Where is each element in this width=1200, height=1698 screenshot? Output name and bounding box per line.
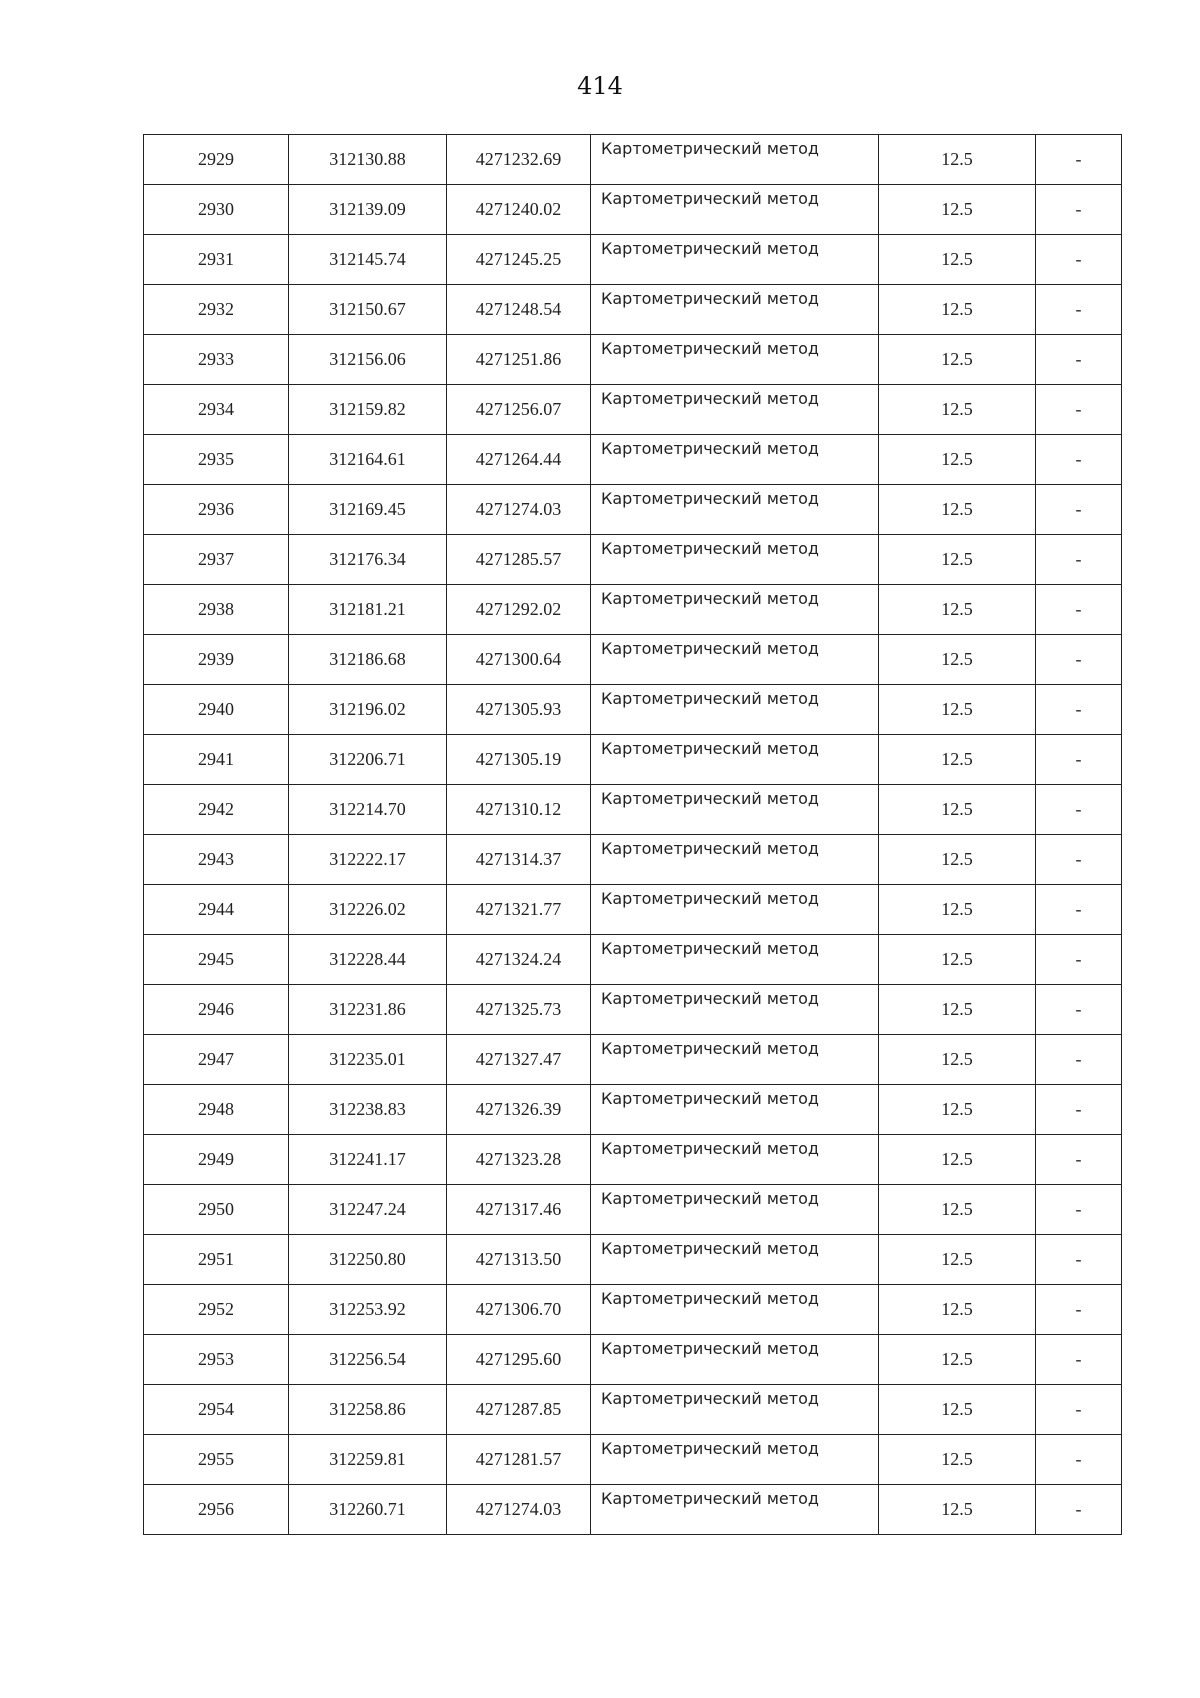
- table-row: [144, 435, 1122, 485]
- y-coordinate-cell: 4271323.28: [447, 1135, 591, 1185]
- y-coordinate-cell: 4271245.25: [447, 235, 591, 285]
- method-cell: Картометрический метод: [591, 135, 879, 185]
- x-coordinate-cell: 312260.71: [289, 1485, 447, 1535]
- table-row: [144, 535, 1122, 585]
- method-cell: Картометрический метод: [591, 1185, 879, 1235]
- table-row: [144, 585, 1122, 635]
- table-row: [144, 385, 1122, 435]
- x-coordinate-cell: 312164.61: [289, 435, 447, 485]
- point-number-cell: 2954: [144, 1385, 289, 1435]
- note-cell: -: [1036, 535, 1122, 585]
- method-cell: Картометрический метод: [591, 1485, 879, 1535]
- method-cell: Картометрический метод: [591, 1385, 879, 1435]
- point-number-cell: 2931: [144, 235, 289, 285]
- point-number-cell: 2949: [144, 1135, 289, 1185]
- table-row: [144, 1285, 1122, 1335]
- table-row: [144, 1035, 1122, 1085]
- table-row: [144, 235, 1122, 285]
- note-cell: -: [1036, 735, 1122, 785]
- note-cell: -: [1036, 685, 1122, 735]
- accuracy-cell: 12.5: [879, 935, 1036, 985]
- accuracy-cell: 12.5: [879, 1385, 1036, 1435]
- y-coordinate-cell: 4271248.54: [447, 285, 591, 335]
- page-number: 414: [577, 72, 623, 100]
- y-coordinate-cell: 4271274.03: [447, 485, 591, 535]
- x-coordinate-cell: 312176.34: [289, 535, 447, 585]
- method-cell: Картометрический метод: [591, 385, 879, 435]
- point-number-cell: 2940: [144, 685, 289, 735]
- method-cell: Картометрический метод: [591, 435, 879, 485]
- table-row: [144, 785, 1122, 835]
- x-coordinate-cell: 312181.21: [289, 585, 447, 635]
- coordinates-table: [143, 134, 1122, 1535]
- x-coordinate-cell: 312222.17: [289, 835, 447, 885]
- accuracy-cell: 12.5: [879, 1335, 1036, 1385]
- method-cell: Картометрический метод: [591, 485, 879, 535]
- accuracy-cell: 12.5: [879, 1235, 1036, 1285]
- point-number-cell: 2937: [144, 535, 289, 585]
- note-cell: -: [1036, 1085, 1122, 1135]
- note-cell: -: [1036, 885, 1122, 935]
- note-cell: -: [1036, 335, 1122, 385]
- point-number-cell: 2938: [144, 585, 289, 635]
- point-number-cell: 2950: [144, 1185, 289, 1235]
- method-cell: Картометрический метод: [591, 285, 879, 335]
- x-coordinate-cell: 312235.01: [289, 1035, 447, 1085]
- point-number-cell: 2951: [144, 1235, 289, 1285]
- note-cell: -: [1036, 435, 1122, 485]
- accuracy-cell: 12.5: [879, 135, 1036, 185]
- point-number-cell: 2953: [144, 1335, 289, 1385]
- point-number-cell: 2930: [144, 185, 289, 235]
- y-coordinate-cell: 4271325.73: [447, 985, 591, 1035]
- note-cell: -: [1036, 985, 1122, 1035]
- y-coordinate-cell: 4271256.07: [447, 385, 591, 435]
- y-coordinate-cell: 4271285.57: [447, 535, 591, 585]
- table-row: [144, 1185, 1122, 1235]
- method-cell: Картометрический метод: [591, 735, 879, 785]
- x-coordinate-cell: 312226.02: [289, 885, 447, 935]
- x-coordinate-cell: 312145.74: [289, 235, 447, 285]
- y-coordinate-cell: 4271292.02: [447, 585, 591, 635]
- accuracy-cell: 12.5: [879, 1285, 1036, 1335]
- x-coordinate-cell: 312253.92: [289, 1285, 447, 1335]
- table-row: [144, 1435, 1122, 1485]
- x-coordinate-cell: 312159.82: [289, 385, 447, 435]
- method-cell: Картометрический метод: [591, 335, 879, 385]
- point-number-cell: 2942: [144, 785, 289, 835]
- table-row: [144, 985, 1122, 1035]
- accuracy-cell: 12.5: [879, 385, 1036, 435]
- accuracy-cell: 12.5: [879, 635, 1036, 685]
- x-coordinate-cell: 312196.02: [289, 685, 447, 735]
- method-cell: Картометрический метод: [591, 1285, 879, 1335]
- coordinates-table-body: [144, 135, 1122, 1535]
- method-cell: Картометрический метод: [591, 685, 879, 735]
- y-coordinate-cell: 4271326.39: [447, 1085, 591, 1135]
- point-number-cell: 2956: [144, 1485, 289, 1535]
- accuracy-cell: 12.5: [879, 685, 1036, 735]
- accuracy-cell: 12.5: [879, 1435, 1036, 1485]
- note-cell: -: [1036, 135, 1122, 185]
- table-row: [144, 885, 1122, 935]
- y-coordinate-cell: 4271314.37: [447, 835, 591, 885]
- point-number-cell: 2943: [144, 835, 289, 885]
- accuracy-cell: 12.5: [879, 585, 1036, 635]
- accuracy-cell: 12.5: [879, 335, 1036, 385]
- table-row: [144, 285, 1122, 335]
- note-cell: -: [1036, 1285, 1122, 1335]
- y-coordinate-cell: 4271305.93: [447, 685, 591, 735]
- note-cell: -: [1036, 785, 1122, 835]
- method-cell: Картометрический метод: [591, 235, 879, 285]
- y-coordinate-cell: 4271317.46: [447, 1185, 591, 1235]
- accuracy-cell: 12.5: [879, 1135, 1036, 1185]
- table-row: [144, 1385, 1122, 1435]
- note-cell: -: [1036, 1185, 1122, 1235]
- x-coordinate-cell: 312214.70: [289, 785, 447, 835]
- table-row: [144, 1335, 1122, 1385]
- method-cell: Картометрический метод: [591, 885, 879, 935]
- x-coordinate-cell: 312186.68: [289, 635, 447, 685]
- y-coordinate-cell: 4271240.02: [447, 185, 591, 235]
- y-coordinate-cell: 4271306.70: [447, 1285, 591, 1335]
- point-number-cell: 2946: [144, 985, 289, 1035]
- method-cell: Картометрический метод: [591, 985, 879, 1035]
- x-coordinate-cell: 312139.09: [289, 185, 447, 235]
- note-cell: -: [1036, 1485, 1122, 1535]
- x-coordinate-cell: 312256.54: [289, 1335, 447, 1385]
- point-number-cell: 2936: [144, 485, 289, 535]
- table-row: [144, 1135, 1122, 1185]
- note-cell: -: [1036, 385, 1122, 435]
- table-row: [144, 635, 1122, 685]
- point-number-cell: 2947: [144, 1035, 289, 1085]
- accuracy-cell: 12.5: [879, 1185, 1036, 1235]
- point-number-cell: 2955: [144, 1435, 289, 1485]
- y-coordinate-cell: 4271313.50: [447, 1235, 591, 1285]
- point-number-cell: 2948: [144, 1085, 289, 1135]
- point-number-cell: 2952: [144, 1285, 289, 1335]
- table-row: [144, 485, 1122, 535]
- accuracy-cell: 12.5: [879, 535, 1036, 585]
- y-coordinate-cell: 4271232.69: [447, 135, 591, 185]
- y-coordinate-cell: 4271251.86: [447, 335, 591, 385]
- point-number-cell: 2933: [144, 335, 289, 385]
- x-coordinate-cell: 312231.86: [289, 985, 447, 1035]
- note-cell: -: [1036, 635, 1122, 685]
- method-cell: Картометрический метод: [591, 1335, 879, 1385]
- x-coordinate-cell: 312228.44: [289, 935, 447, 985]
- method-cell: Картометрический метод: [591, 835, 879, 885]
- point-number-cell: 2944: [144, 885, 289, 935]
- accuracy-cell: 12.5: [879, 985, 1036, 1035]
- y-coordinate-cell: 4271321.77: [447, 885, 591, 935]
- accuracy-cell: 12.5: [879, 1085, 1036, 1135]
- accuracy-cell: 12.5: [879, 235, 1036, 285]
- x-coordinate-cell: 312206.71: [289, 735, 447, 785]
- note-cell: -: [1036, 1135, 1122, 1185]
- accuracy-cell: 12.5: [879, 785, 1036, 835]
- method-cell: Картометрический метод: [591, 1085, 879, 1135]
- point-number-cell: 2941: [144, 735, 289, 785]
- method-cell: Картометрический метод: [591, 185, 879, 235]
- method-cell: Картометрический метод: [591, 935, 879, 985]
- point-number-cell: 2929: [144, 135, 289, 185]
- accuracy-cell: 12.5: [879, 435, 1036, 485]
- accuracy-cell: 12.5: [879, 735, 1036, 785]
- accuracy-cell: 12.5: [879, 835, 1036, 885]
- table-row: [144, 1085, 1122, 1135]
- accuracy-cell: 12.5: [879, 885, 1036, 935]
- table-row: [144, 735, 1122, 785]
- table-row: [144, 185, 1122, 235]
- accuracy-cell: 12.5: [879, 185, 1036, 235]
- accuracy-cell: 12.5: [879, 485, 1036, 535]
- x-coordinate-cell: 312241.17: [289, 1135, 447, 1185]
- note-cell: -: [1036, 1235, 1122, 1285]
- method-cell: Картометрический метод: [591, 1235, 879, 1285]
- point-number-cell: 2945: [144, 935, 289, 985]
- y-coordinate-cell: 4271300.64: [447, 635, 591, 685]
- note-cell: -: [1036, 1035, 1122, 1085]
- x-coordinate-cell: 312258.86: [289, 1385, 447, 1435]
- y-coordinate-cell: 4271324.24: [447, 935, 591, 985]
- point-number-cell: 2935: [144, 435, 289, 485]
- note-cell: -: [1036, 185, 1122, 235]
- accuracy-cell: 12.5: [879, 1485, 1036, 1535]
- method-cell: Картометрический метод: [591, 1035, 879, 1085]
- x-coordinate-cell: 312130.88: [289, 135, 447, 185]
- y-coordinate-cell: 4271274.03: [447, 1485, 591, 1535]
- accuracy-cell: 12.5: [879, 285, 1036, 335]
- method-cell: Картометрический метод: [591, 635, 879, 685]
- note-cell: -: [1036, 285, 1122, 335]
- table-row: [144, 135, 1122, 185]
- point-number-cell: 2939: [144, 635, 289, 685]
- table-row: [144, 1235, 1122, 1285]
- y-coordinate-cell: 4271310.12: [447, 785, 591, 835]
- note-cell: -: [1036, 835, 1122, 885]
- note-cell: -: [1036, 935, 1122, 985]
- y-coordinate-cell: 4271281.57: [447, 1435, 591, 1485]
- x-coordinate-cell: 312259.81: [289, 1435, 447, 1485]
- method-cell: Картометрический метод: [591, 535, 879, 585]
- method-cell: Картометрический метод: [591, 1135, 879, 1185]
- point-number-cell: 2932: [144, 285, 289, 335]
- method-cell: Картометрический метод: [591, 585, 879, 635]
- note-cell: -: [1036, 1385, 1122, 1435]
- note-cell: -: [1036, 485, 1122, 535]
- table-row: [144, 935, 1122, 985]
- y-coordinate-cell: 4271264.44: [447, 435, 591, 485]
- point-number-cell: 2934: [144, 385, 289, 435]
- table-row: [144, 685, 1122, 735]
- x-coordinate-cell: 312156.06: [289, 335, 447, 385]
- note-cell: -: [1036, 585, 1122, 635]
- table-row: [144, 1485, 1122, 1535]
- note-cell: -: [1036, 1435, 1122, 1485]
- accuracy-cell: 12.5: [879, 1035, 1036, 1085]
- x-coordinate-cell: 312169.45: [289, 485, 447, 535]
- x-coordinate-cell: 312247.24: [289, 1185, 447, 1235]
- note-cell: -: [1036, 1335, 1122, 1385]
- method-cell: Картометрический метод: [591, 1435, 879, 1485]
- note-cell: -: [1036, 235, 1122, 285]
- x-coordinate-cell: 312250.80: [289, 1235, 447, 1285]
- y-coordinate-cell: 4271305.19: [447, 735, 591, 785]
- y-coordinate-cell: 4271327.47: [447, 1035, 591, 1085]
- x-coordinate-cell: 312150.67: [289, 285, 447, 335]
- table-row: [144, 835, 1122, 885]
- method-cell: Картометрический метод: [591, 785, 879, 835]
- y-coordinate-cell: 4271287.85: [447, 1385, 591, 1435]
- x-coordinate-cell: 312238.83: [289, 1085, 447, 1135]
- y-coordinate-cell: 4271295.60: [447, 1335, 591, 1385]
- table-row: [144, 335, 1122, 385]
